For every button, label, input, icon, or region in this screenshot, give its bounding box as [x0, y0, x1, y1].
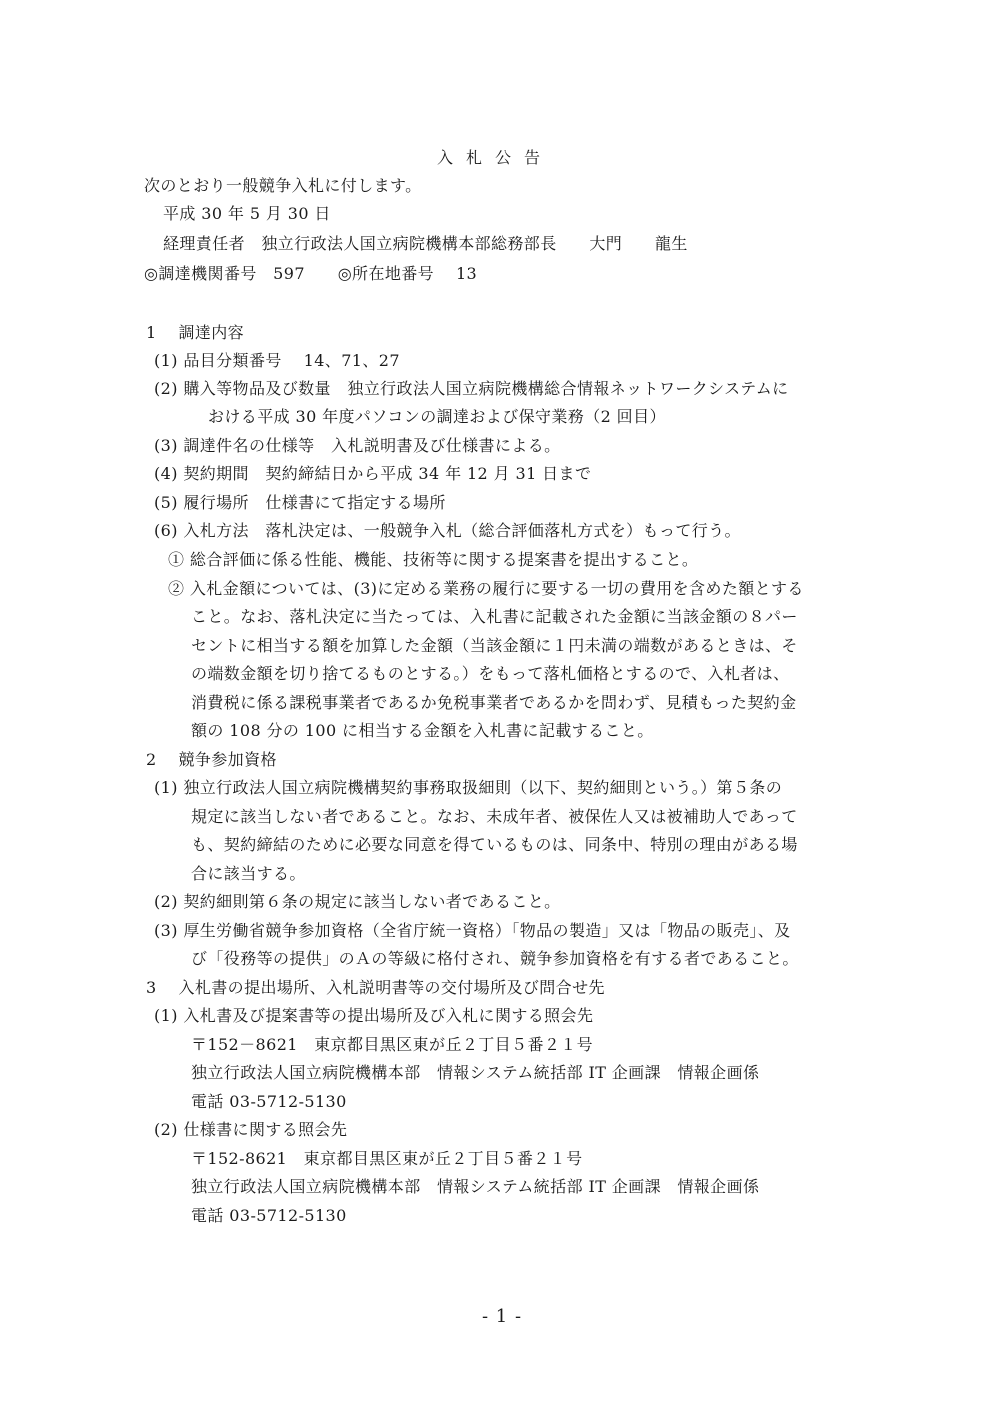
section-1-subitem-1: ① 総合評価に係る性能、機能、技術等に関する提案書を提出すること。 [168, 550, 699, 569]
section-3-item-2-phone: 電話 03-5712-5130 [191, 1206, 347, 1225]
intro-text: 次のとおり一般競争入札に付します。 [144, 176, 422, 195]
section-3-item-1-address: 〒152－8621 東京都目黒区東が丘２丁目５番２１号 [191, 1035, 594, 1054]
section-2-item-1-cont: 規定に該当しない者であること。なお、未成年者、被保佐人又は被補助人であって [191, 807, 798, 826]
section-1-item-2-cont: おける平成 30 年度パソコンの調達および保守業務（2 回目） [208, 407, 666, 426]
section-1-subitem-2-cont: の端数金額を切り捨てるものとする。）をもって落札価格とするので、入札者は、 [191, 664, 790, 683]
section-2-item-2: (2) 契約細則第６条の規定に該当しない者であること。 [154, 892, 561, 911]
section-1-heading: 1 調達内容 [146, 323, 245, 342]
section-3-item-1-organization: 独立行政法人国立病院機構本部 情報システム統括部 IT 企画課 情報企画係 [191, 1063, 760, 1082]
section-1-subitem-2: ② 入札金額については、(3)に定める業務の履行に要する一切の費用を含めた額とする [168, 579, 804, 598]
section-3-heading: 3 入札書の提出場所、入札説明書等の交付場所及び問合せ先 [146, 978, 605, 997]
section-1-item-3: (3) 調達件名の仕様等 入札説明書及び仕様書による。 [154, 436, 561, 455]
accounting-officer: 経理責任者 独立行政法人国立病院機構本部総務部長 大門 龍生 [163, 234, 688, 253]
section-1-item-1: (1) 品目分類番号 14、71、27 [154, 351, 400, 370]
section-1-subitem-2-cont: 消費税に係る課税事業者であるか免税事業者であるかを問わず、見積もった契約金 [191, 693, 797, 712]
section-2-item-1: (1) 独立行政法人国立病院機構契約事務取扱細則（以下、契約細則という。）第５条の [154, 778, 783, 797]
page-title: 入札公告 [437, 148, 554, 167]
section-1-item-5: (5) 履行場所 仕様書にて指定する場所 [154, 493, 446, 512]
section-1-item-2: (2) 購入等物品及び数量 独立行政法人国立病院機構総合情報ネットワークシステムに [154, 379, 789, 398]
notice-date: 平成 30 年 5 月 30 日 [163, 204, 331, 223]
section-2-item-3-cont: び「役務等の提供」のＡの等級に格付され、競争参加資格を有する者であること。 [191, 949, 799, 968]
section-3-item-2-organization: 独立行政法人国立病院機構本部 情報システム統括部 IT 企画課 情報企画係 [191, 1177, 760, 1196]
section-3-item-1-phone: 電話 03-5712-5130 [191, 1092, 347, 1111]
section-2-item-1-cont: 合に該当する。 [191, 864, 306, 883]
section-2-item-3: (3) 厚生労働省競争参加資格（全省庁統一資格）「物品の製造」又は「物品の販売」、及 [154, 921, 791, 940]
section-1-subitem-2-cont: セントに相当する額を加算した金額（当該金額に１円未満の端数があるときは、そ [191, 636, 798, 655]
section-1-subitem-2-cont: こと。なお、落札決定に当たっては、入札書に記載された金額に当該金額の８パー [191, 607, 798, 626]
section-3-item-2-address: 〒152-8621 東京都目黒区東が丘２丁目５番２１号 [191, 1149, 583, 1168]
agency-codes: ◎調達機関番号 597 ◎所在地番号 13 [144, 264, 478, 283]
section-3-item-1: (1) 入札書及び提案書等の提出場所及び入札に関する照会先 [154, 1006, 594, 1025]
page-number: - 1 - [482, 1306, 523, 1327]
section-2-item-1-cont: も、契約締結のために必要な同意を得ているものは、同条中、特別の理由がある場 [191, 835, 798, 854]
section-3-item-2: (2) 仕様書に関する照会先 [154, 1120, 348, 1139]
section-1-item-6: (6) 入札方法 落札決定は、一般競争入札（総合評価落札方式を）もって行う。 [154, 521, 741, 540]
section-1-item-4: (4) 契約期間 契約締結日から平成 34 年 12 月 31 日まで [154, 464, 592, 483]
section-1-subitem-2-cont: 額の 108 分の 100 に相当する金額を入札書に記載すること。 [191, 721, 654, 740]
section-2-heading: 2 競争参加資格 [146, 750, 277, 769]
